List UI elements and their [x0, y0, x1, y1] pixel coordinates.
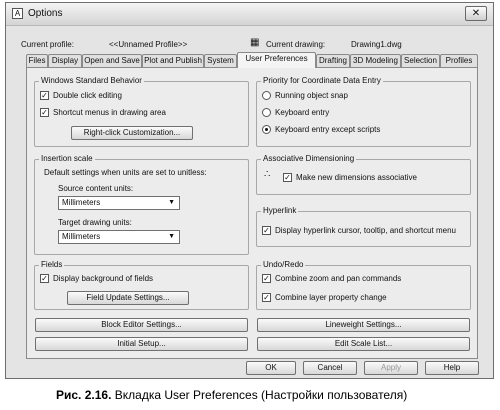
figure-caption: [56, 388, 407, 402]
undo-redo-title: Undo/Redo: [263, 260, 304, 269]
combine-layer-checkbox[interactable]: [262, 293, 271, 302]
source-units-value: Millimeters: [62, 198, 101, 207]
dimension-icon: ∴: [264, 169, 271, 180]
fields-group: [34, 260, 249, 310]
double-click-checkbox[interactable]: [40, 91, 49, 100]
make-associative-checkbox[interactable]: [283, 173, 292, 182]
tab-plot-and-publish[interactable]: Plot and Publish: [142, 54, 204, 68]
field-update-settings-button[interactable]: Field Update Settings...: [67, 291, 189, 305]
keyboard-entry-label: Keyboard entry: [275, 108, 330, 117]
priority-title: Priority for Coordinate Data Entry: [263, 76, 381, 85]
figure-caption-text: Вкладка User Preferences (Настройки пользователя): [111, 388, 408, 402]
cancel-button[interactable]: Cancel: [303, 361, 357, 375]
lineweight-settings-button[interactable]: Lineweight Settings...: [257, 318, 470, 332]
combine-zoom-label: Combine zoom and pan commands: [275, 274, 402, 283]
radio-selected-dot: [265, 128, 268, 131]
hyperlink-title: Hyperlink: [263, 206, 297, 215]
check-icon: ✓: [263, 293, 270, 302]
running-object-snap-radio[interactable]: [262, 91, 271, 100]
keyboard-entry-except-scripts-radio[interactable]: [262, 125, 271, 134]
target-units-label: Target drawing units:: [58, 218, 132, 227]
tab-3d-modeling[interactable]: 3D Modeling: [350, 54, 401, 68]
initial-setup-button[interactable]: Initial Setup...: [35, 337, 248, 351]
figure-number: Рис. 2.16.: [56, 388, 112, 402]
source-units-label: Source content units:: [58, 184, 134, 193]
display-background-label: Display background of fields: [53, 274, 154, 283]
check-icon: ✓: [263, 226, 270, 235]
window-title: Options: [28, 8, 63, 19]
drawing-icon: ▦: [250, 37, 260, 48]
check-icon: ✓: [263, 274, 270, 283]
block-editor-settings-button[interactable]: Block Editor Settings...: [35, 318, 248, 332]
tab-files[interactable]: Files: [26, 54, 48, 68]
tab-drafting[interactable]: Drafting: [316, 54, 350, 68]
autocad-app-icon: A: [12, 8, 23, 19]
tab-profiles[interactable]: Profiles: [440, 54, 478, 68]
close-icon: ✕: [471, 8, 481, 19]
current-drawing-label: Current drawing:: [266, 40, 326, 49]
double-click-label: Double click editing: [53, 91, 122, 100]
display-background-checkbox[interactable]: [40, 274, 49, 283]
check-icon: ✓: [41, 91, 48, 100]
insertion-scale-group: [34, 154, 249, 255]
tab-open-and-save[interactable]: Open and Save: [82, 54, 142, 68]
undo-redo-group: [256, 260, 471, 310]
windows-behavior-title: Windows Standard Behavior: [41, 76, 142, 85]
check-icon: ✓: [41, 274, 48, 283]
ok-button[interactable]: OK: [246, 361, 296, 375]
fields-title: Fields: [41, 260, 63, 269]
edit-scale-list-button[interactable]: Edit Scale List...: [257, 337, 470, 351]
help-button[interactable]: Help: [425, 361, 479, 375]
current-profile-label: Current profile:: [21, 40, 74, 49]
make-associative-label: Make new dimensions associative: [296, 173, 417, 182]
associative-dimensioning-group: [256, 154, 471, 195]
windows-behavior-group: [34, 76, 249, 147]
title-bar[interactable]: [6, 3, 493, 26]
combine-layer-label: Combine layer property change: [275, 293, 387, 302]
associative-dimensioning-title: Associative Dimensioning: [263, 154, 355, 163]
current-profile-value: <<Unnamed Profile>>: [109, 40, 188, 49]
source-units-select[interactable]: [58, 196, 180, 210]
options-dialog: [5, 2, 494, 379]
chevron-down-icon: ▼: [168, 233, 175, 240]
shortcut-menus-checkbox[interactable]: [40, 108, 49, 117]
tab-system[interactable]: System: [204, 54, 237, 68]
combine-zoom-checkbox[interactable]: [262, 274, 271, 283]
check-icon: ✓: [41, 108, 48, 117]
chevron-down-icon: ▼: [168, 199, 175, 206]
priority-group: [256, 76, 471, 147]
target-units-select[interactable]: [58, 230, 180, 244]
current-drawing-value: Drawing1.dwg: [351, 40, 402, 49]
display-hyperlink-label: Display hyperlink cursor, tooltip, and shortcut menu: [275, 226, 456, 235]
tab-user-preferences[interactable]: User Preferences: [237, 52, 316, 68]
tab-bar: [26, 54, 478, 68]
hyperlink-group: [256, 206, 471, 247]
keyboard-entry-radio[interactable]: [262, 108, 271, 117]
tab-selection[interactable]: Selection: [401, 54, 440, 68]
right-click-customization-button[interactable]: Right-click Customization...: [71, 126, 193, 140]
check-icon: ✓: [284, 173, 291, 182]
apply-button[interactable]: Apply: [364, 361, 418, 375]
display-hyperlink-checkbox[interactable]: [262, 226, 271, 235]
keyboard-entry-except-scripts-label: Keyboard entry except scripts: [275, 125, 381, 134]
user-preferences-panel: [26, 67, 478, 359]
insertion-scale-title: Insertion scale: [41, 154, 93, 163]
running-object-snap-label: Running object snap: [275, 91, 348, 100]
close-button[interactable]: [465, 6, 487, 21]
target-units-value: Millimeters: [62, 232, 101, 241]
tab-display[interactable]: Display: [48, 54, 82, 68]
shortcut-menus-label: Shortcut menus in drawing area: [53, 108, 166, 117]
insertion-scale-description: Default settings when units are set to unitless:: [44, 168, 207, 177]
